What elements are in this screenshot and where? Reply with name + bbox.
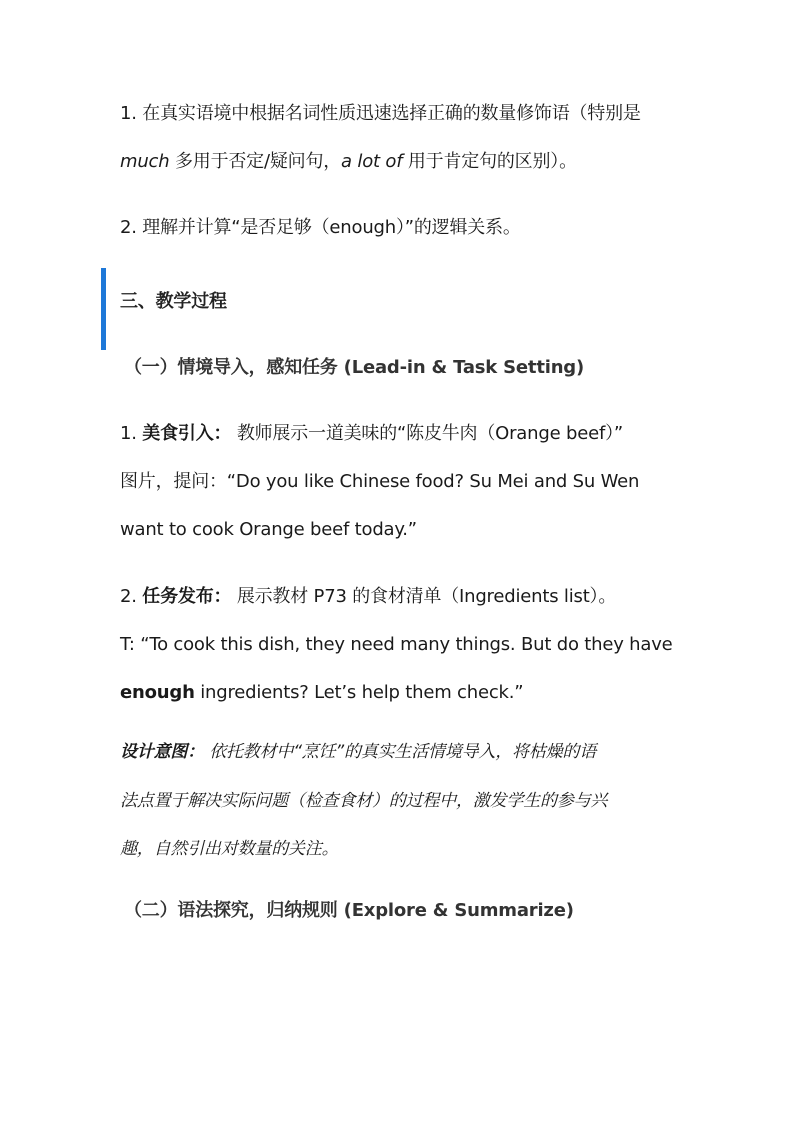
- design-intent-label: 设计意图：: [120, 742, 204, 762]
- step-1-line-2: 图片，提问：“Do you like Chinese food? Su Mei and Su Wen: [120, 471, 640, 492]
- term-a-lot-of: a lot of: [341, 151, 403, 172]
- term-much: much: [120, 151, 170, 172]
- objective-1-line-1: 1. 在真实语境中根据名词性质迅速选择正确的数量修饰语（特别是: [120, 103, 641, 124]
- objective-1-line-2: much 多用于否定/疑问句，a lot of 用于肯定句的区别）。: [120, 151, 577, 172]
- step-2-line-1: 2. 任务发布： 展示教材 P73 的食材清单（Ingredients list）。: [120, 586, 617, 607]
- step-1-line-1: 1. 美食引入： 教师展示一道美味的“陈皮牛肉（Orange beef）”: [120, 423, 624, 444]
- heading-accent-bar: [101, 268, 106, 350]
- subsection-title-lead-in: （一）情境导入，感知任务 (Lead-in & Task Setting): [124, 357, 585, 378]
- subsection-title-explore: （二）语法探究，归纳规则 (Explore & Summarize): [124, 900, 574, 921]
- section-title-teaching-process: 三、教学过程: [120, 291, 227, 312]
- step-2-line-3: enough ingredients? Let’s help them check.”: [120, 682, 524, 703]
- design-intent-line-3: 趣，自然引出对数量的关注。: [120, 839, 339, 859]
- design-intent-line-1: 设计意图： 依托教材中“烹饪”的真实生活情境导入，将枯燥的语: [120, 742, 597, 762]
- step-1-line-3: want to cook Orange beef today.”: [120, 519, 417, 540]
- step-2-label: 任务发布：: [142, 586, 232, 607]
- step-1-label: 美食引入：: [142, 423, 232, 444]
- step-2-line-2: T: “To cook this dish, they need many things. But do they have: [120, 634, 673, 655]
- term-enough: enough: [120, 682, 195, 703]
- objective-2: 2. 理解并计算“是否足够（enough）”的逻辑关系。: [120, 217, 521, 238]
- design-intent-line-2: 法点置于解决实际问题（检查食材）的过程中，激发学生的参与兴: [120, 791, 608, 811]
